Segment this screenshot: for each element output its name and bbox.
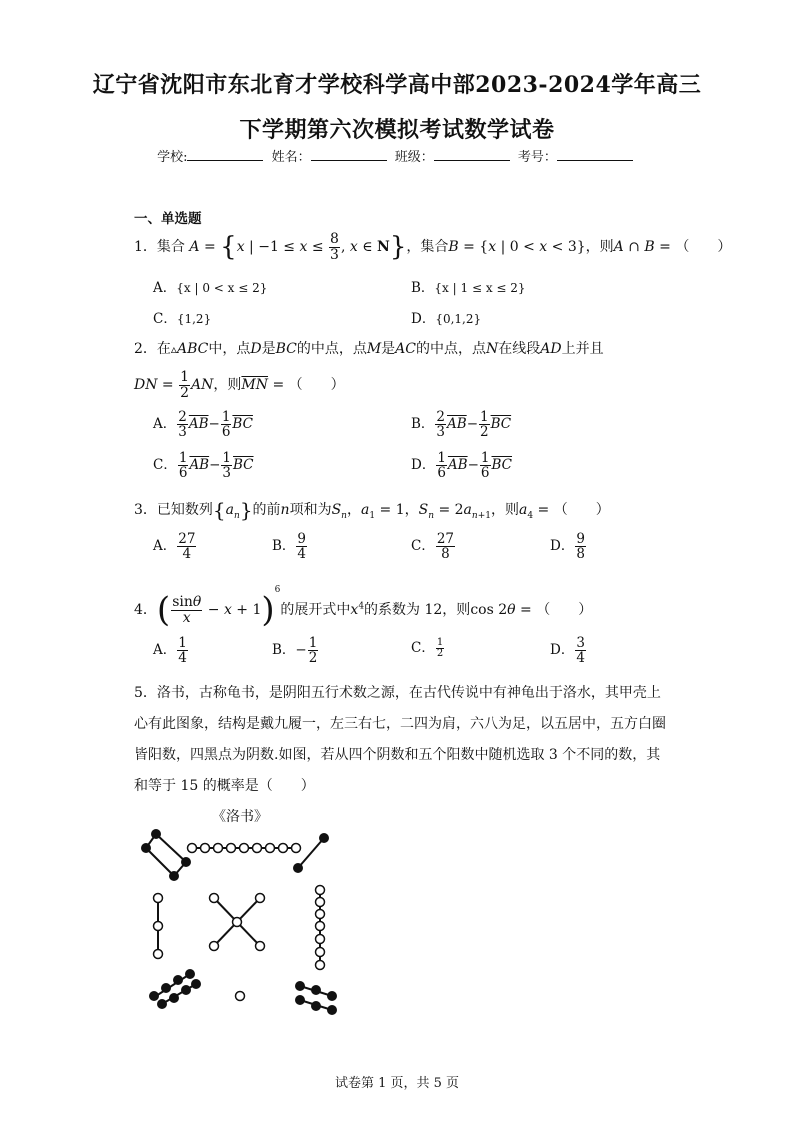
question-2: 2．在▵ABC中，点D是BC的中点，点M是AC的中点，点N在线段AD上并且 — [134, 341, 604, 357]
q4-option-d[interactable]: D． $\frac{3}{4}$ — [550, 635, 585, 667]
question-5-line1: 5．洛书，古称龟书，是阴阳五行术数之源，在古代传说中有神龟出于洛水，其甲壳上 — [134, 685, 661, 701]
luoshu-figure — [130, 826, 350, 1016]
luoshu-ring — [210, 894, 219, 903]
school-label: 学校: — [157, 150, 188, 165]
luoshu-dot — [169, 993, 179, 1003]
page-footer: 试卷第 1 页，共 5 页 — [334, 1076, 460, 1091]
luoshu-ring — [201, 844, 210, 853]
class-blank[interactable] — [434, 148, 510, 161]
question-5-line2: 心有此图象，结构是戴九履一，左三右七，二四为肩，六八为足，以五居中，五方白圈 — [134, 716, 666, 732]
school-blank[interactable] — [187, 148, 263, 161]
q3-option-b[interactable]: B． $\frac{9}{4}$ — [272, 531, 307, 563]
question-2-line2: DN = $\frac{1}{2}$ AN，则$\overline{MN}$ = （ ） — [134, 369, 345, 401]
luoshu-dot — [295, 981, 305, 991]
section-title: 一、单选题 — [134, 211, 202, 227]
luoshu-dot — [161, 983, 171, 993]
class-label: 班级： — [394, 150, 434, 165]
luoshu-ring — [256, 942, 265, 951]
q4-option-a[interactable]: A． $\frac{1}{4}$ — [153, 635, 187, 667]
luoshu-dot — [151, 829, 161, 839]
q1-option-b[interactable]: B．{x | 1 ≤ x ≤ 2} — [411, 280, 526, 296]
q2-option-b[interactable]: B． $\frac{2}{3}$ $\overline{AB}-$ $\frac{1}{2}$ $\overline{BC}$ — [411, 409, 512, 441]
luoshu-ring — [188, 844, 197, 853]
number-blank[interactable] — [557, 148, 633, 161]
luoshu-dot — [173, 975, 183, 985]
luoshu-ring — [154, 922, 163, 931]
q4-option-b[interactable]: B．− $\frac{1}{2}$ — [272, 635, 318, 667]
q1-number: 1． — [134, 239, 157, 256]
luoshu-dot — [149, 991, 159, 1001]
q3-option-c[interactable]: C． $\frac{27}{8}$ — [411, 531, 455, 563]
luoshu-ring — [236, 992, 245, 1001]
name-blank[interactable] — [311, 148, 387, 161]
luoshu-ring — [233, 918, 242, 927]
question-4: 4．( $\frac{\sin\theta}{x}$ − x + 1)$^6$的展开式中$x^4$的系数为 12，则cos 2θ = （ ） — [134, 585, 593, 630]
student-info-line — [0, 146, 794, 165]
luoshu-dot — [295, 995, 305, 1005]
luoshu-ring — [266, 844, 275, 853]
luoshu-dot — [319, 833, 329, 843]
luoshu-dot — [311, 985, 321, 995]
luoshu-ring — [316, 922, 325, 931]
q1-option-a[interactable]: A．{x | 0 < x ≤ 2} — [153, 280, 268, 296]
luoshu-ring — [316, 886, 325, 895]
luoshu-dot — [311, 1001, 321, 1011]
luoshu-ring — [210, 942, 219, 951]
q4-option-c[interactable]: C． $\frac{1}{2}$ — [411, 636, 444, 659]
luoshu-ring — [316, 898, 325, 907]
question-1: 1．集合 A = {x | −1 ≤ x ≤ $\frac{8}{3}$ , x ∈ N}，集合B = {x | 0 < x < 3}，则A ∩ B = （ ） — [134, 231, 732, 263]
luoshu-dot — [327, 1005, 337, 1015]
luoshu-dot — [181, 985, 191, 995]
luoshu-ring — [154, 894, 163, 903]
luoshu-ring — [256, 894, 265, 903]
q1-option-d[interactable]: D．{0,1,2} — [411, 311, 482, 327]
luoshu-ring — [214, 844, 223, 853]
q2-option-d[interactable]: D． $\frac{1}{6}$ $\overline{AB}-$ $\frac{1}{6}$ $\overline{BC}$ — [411, 450, 513, 482]
luoshu-figure-title: 《洛书》 — [212, 809, 268, 825]
luoshu-dot — [327, 991, 337, 1001]
q3-option-a[interactable]: A． $\frac{27}{4}$ — [153, 531, 196, 563]
luoshu-ring — [154, 950, 163, 959]
exam-title-line1: 辽宁省沈阳市东北育才学校科学高中部2023-2024学年高三 — [92, 72, 702, 98]
luoshu-ring — [227, 844, 236, 853]
question-5-line3: 皆阳数，四黑点为阴数.如图，若从四个阴数和五个阳数中随机选取 3 个不同的数，其 — [134, 747, 661, 763]
q2-option-a[interactable]: A． $\frac{2}{3}$ $\overline{AB}-$ $\frac{1}{6}$ $\overline{BC}$ — [153, 409, 253, 441]
exam-title-line2: 下学期第六次模拟考试数学试卷 — [239, 117, 555, 143]
luoshu-ring — [316, 935, 325, 944]
luoshu-ring — [292, 844, 301, 853]
luoshu-dot — [141, 843, 151, 853]
question-5-line4: 和等于 15 的概率是（ ） — [134, 778, 315, 794]
q3-option-d[interactable]: D． $\frac{9}{8}$ — [550, 531, 585, 563]
luoshu-ring — [253, 844, 262, 853]
luoshu-dot — [157, 999, 167, 1009]
q2-option-c[interactable]: C． $\frac{1}{6}$ $\overline{AB}-$ $\frac{1}{3}$ $\overline{BC}$ — [153, 450, 254, 482]
number-label: 考号： — [517, 150, 557, 165]
luoshu-dot — [181, 857, 191, 867]
q1-text: 集合 — [156, 239, 185, 256]
luoshu-ring — [316, 910, 325, 919]
luoshu-dot — [185, 969, 195, 979]
name-label: 姓名： — [271, 150, 311, 165]
luoshu-ring — [279, 844, 288, 853]
luoshu-ring — [316, 948, 325, 957]
question-3: 3．已知数列$\{a_n\}$的前n项和为$S_n$，$a_1 = 1$，$S_n = 2a_{n+1}$，则$a_4$ = （ ） — [134, 498, 610, 522]
luoshu-dot — [169, 871, 179, 881]
luoshu-ring — [240, 844, 249, 853]
luoshu-dot — [191, 979, 201, 989]
q1-option-c[interactable]: C．{1,2} — [153, 311, 212, 327]
luoshu-dot — [293, 863, 303, 873]
luoshu-ring — [316, 961, 325, 970]
